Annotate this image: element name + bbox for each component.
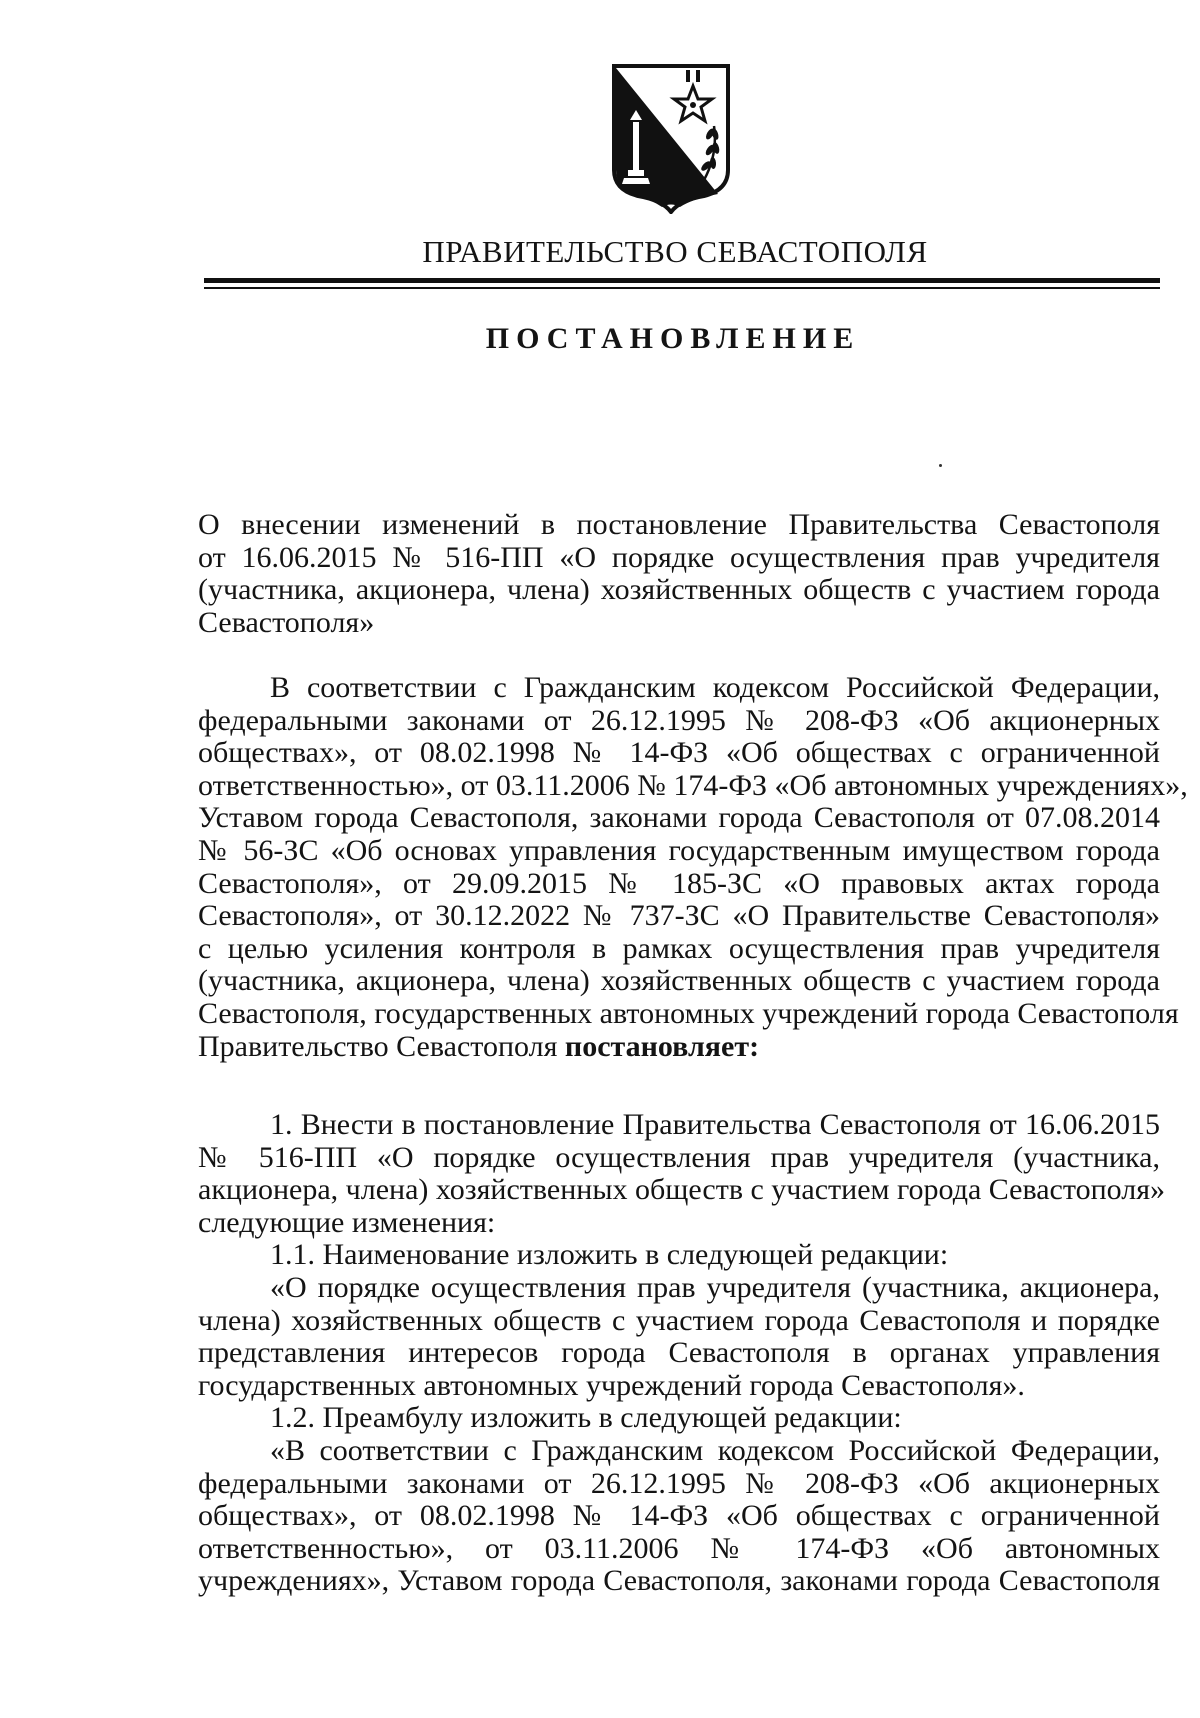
- header-rule-thin: [204, 287, 1160, 289]
- document-subject: [198, 509, 1160, 639]
- preamble-paragraph: [198, 671, 1188, 1063]
- header-rule-thick: [204, 278, 1160, 283]
- item-line: следующие изменения:: [198, 1205, 496, 1239]
- sevastopol-coat-of-arms-icon: [606, 62, 736, 214]
- resolves-keyword: постановляет:: [564, 1029, 760, 1063]
- preamble-line: обществах», от 08.02.1998 № 14-ФЗ «Об обществах с ограниченной: [198, 736, 1160, 770]
- item-line: «В соответствии с Гражданским кодексом Российской Федерации,: [270, 1433, 1160, 1467]
- preamble-line: Севастополя, государственных автономных учреждений города Севастополя: [198, 996, 1179, 1030]
- item-1-1-heading: 1.1. Наименование изложить в следующей редакции:: [270, 1238, 949, 1272]
- item-line: федеральными законами от 26.12.1995 № 208-ФЗ «Об акционерных: [198, 1466, 1160, 1500]
- preamble-line: с целью усиления контроля в рамках осуществления прав учредителя: [198, 931, 1160, 965]
- scan-speck: [939, 464, 942, 467]
- item-line: учреждениях», Уставом города Севастополя, законами города Севастополя: [198, 1564, 1160, 1598]
- item-line: № 516-ПП «О порядке осуществления прав учредителя (участника,: [198, 1140, 1160, 1174]
- item-1: [198, 1108, 1166, 1598]
- item-line: обществах», от 08.02.1998 № 14-ФЗ «Об обществах с ограниченной: [198, 1499, 1160, 1533]
- item-line: представления интересов города Севастополя в органах управления: [198, 1336, 1160, 1370]
- item-line: акционера, члена) хозяйственных обществ с участием города Севастополя»: [198, 1173, 1166, 1207]
- item-line: члена) хозяйственных обществ с участием города Севастополя и порядке: [198, 1303, 1160, 1337]
- preamble-line: ответственностью», от 03.11.2006 № 174-ФЗ «Об автономных учреждениях»,: [198, 768, 1188, 802]
- preamble-line: Севастополя», от 29.09.2015 № 185-ЗС «О правовых актах города: [198, 866, 1160, 900]
- item-line: государственных автономных учреждений города Севастополя».: [198, 1368, 1025, 1402]
- preamble-line: В соответствии с Гражданским кодексом Российской Федерации,: [270, 671, 1160, 704]
- item-line: 1. Внести в постановление Правительства Севастополя от 16.06.2015: [270, 1108, 1160, 1141]
- subject-line: (участника, акционера, члена) хозяйственных обществ с участием города: [198, 573, 1160, 607]
- item-line: ответственностью», от 03.11.2006 № 174-ФЗ «Об автономных: [198, 1531, 1160, 1565]
- subject-line: О внесении изменений в постановление Правительства Севастополя: [198, 508, 1160, 541]
- subject-line: от 16.06.2015 № 516-ПП «О порядке осуществления прав учредителя: [198, 540, 1160, 574]
- preamble-last-line: [198, 1031, 1160, 1064]
- item-line: «О порядке осуществления прав учредителя (участника, акционера,: [270, 1270, 1160, 1304]
- preamble-line: (участника, акционера, члена) хозяйственных обществ с участием города: [198, 964, 1160, 998]
- preamble-line: Уставом города Севастополя, законами города Севастополя от 07.08.2014: [198, 801, 1160, 835]
- issuing-authority: ПРАВИТЕЛЬСТВО СЕВАСТОПОЛЯ: [422, 234, 928, 269]
- preamble-line: № 56-ЗС «Об основах управления государственным имуществом города: [198, 833, 1160, 867]
- item-1-2-heading: 1.2. Преамбулу изложить в следующей редакции:: [270, 1401, 902, 1435]
- document-type-title: ПОСТАНОВЛЕНИЕ: [485, 322, 861, 355]
- preamble-line: Севастополя», от 30.12.2022 № 737-ЗС «О Правительстве Севастополя»: [198, 899, 1160, 933]
- preamble-last-line-prefix: Правительство Севастополя: [198, 1029, 565, 1063]
- preamble-line: федеральными законами от 26.12.1995 № 208-ФЗ «Об акционерных: [198, 703, 1160, 737]
- subject-line: Севастополя»: [198, 605, 375, 639]
